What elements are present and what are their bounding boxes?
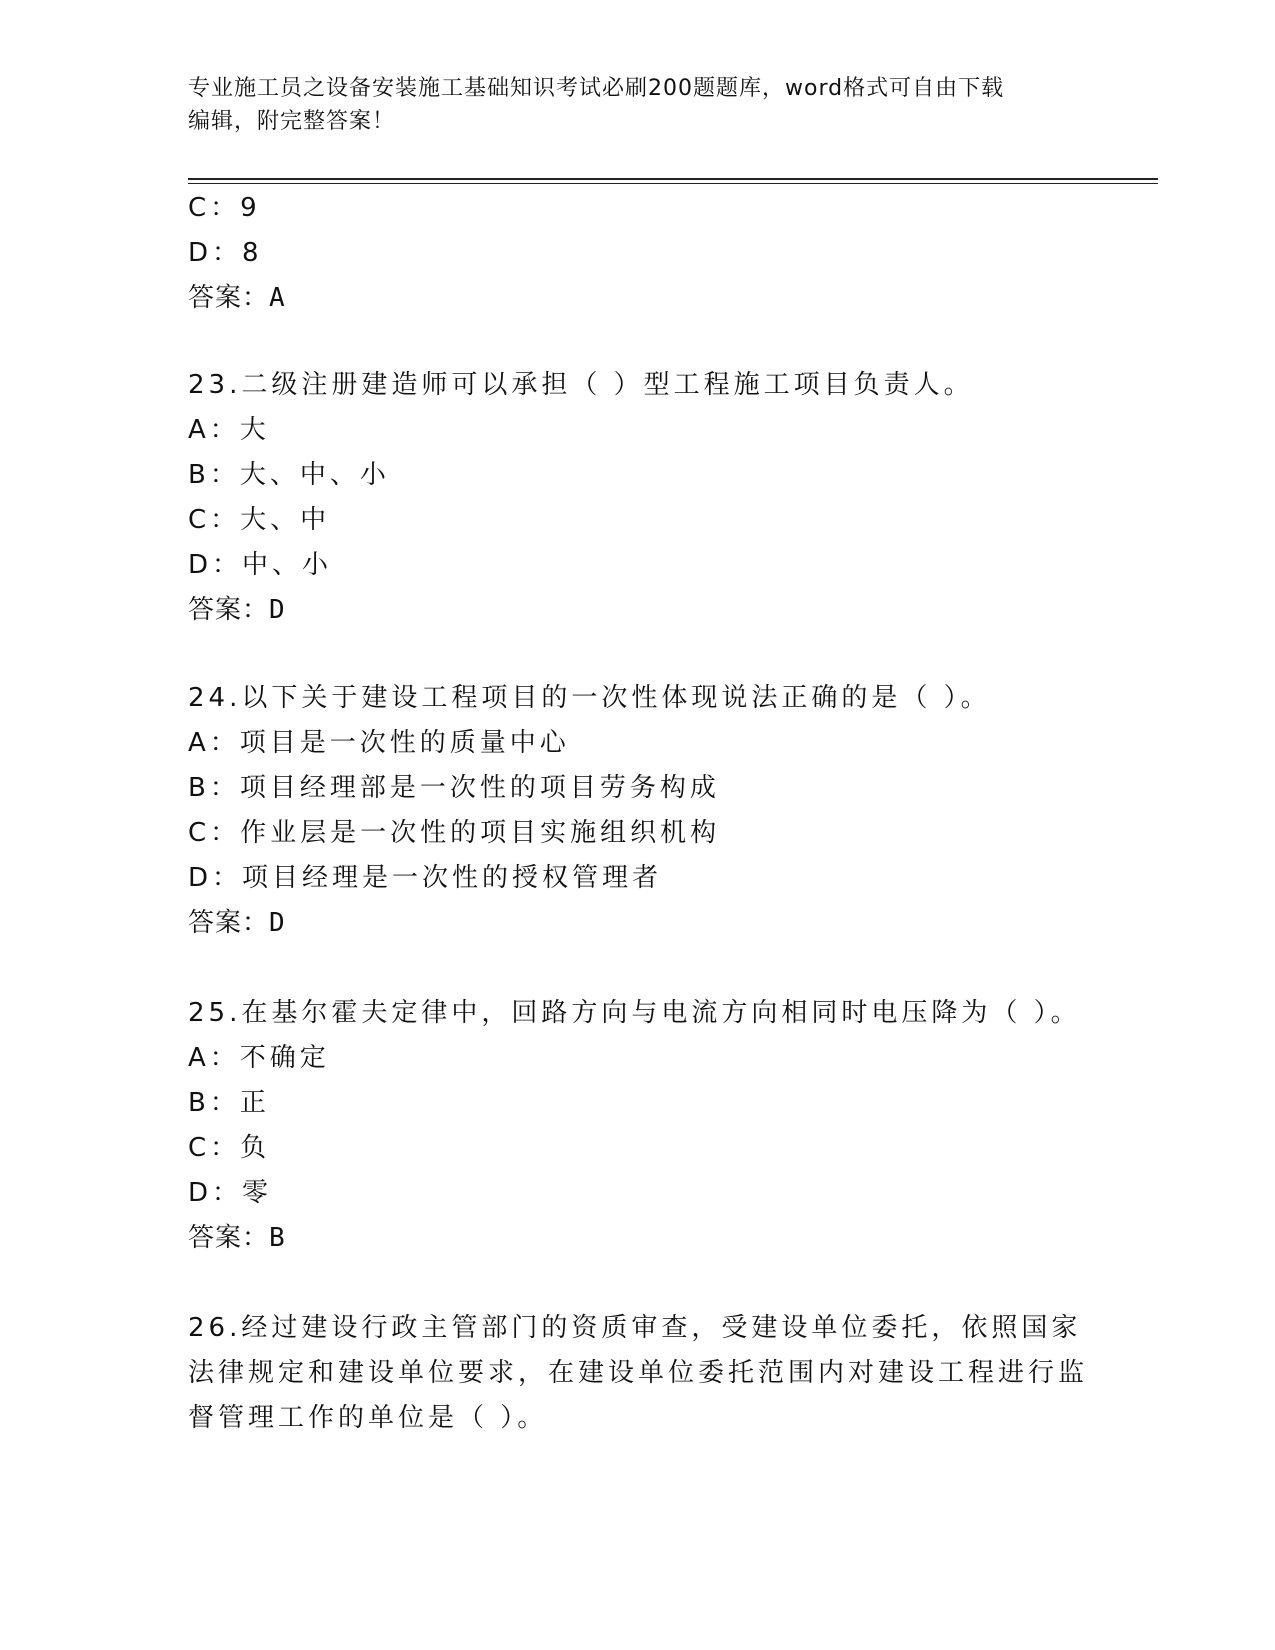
- option-label: B：: [188, 773, 240, 803]
- option-label: C：: [188, 818, 241, 848]
- option-label: D：: [188, 1178, 243, 1208]
- option-text: 项目经理是一次性的授权管理者: [242, 863, 663, 893]
- option-label: A：: [188, 415, 240, 445]
- answer-line: [188, 903, 286, 943]
- option-b: [188, 768, 720, 808]
- question-text: 26.经过建设行政主管部门的资质审查，受建设单位委托，依照国家法律规定和建设单位要求，在建设单位委托范围内对建设工程进行监督管理工作的单位是（ ）。: [188, 1313, 1089, 1433]
- option-text: 大: [239, 415, 270, 445]
- option-a: [188, 410, 270, 450]
- answer-label: 答案：: [188, 283, 270, 313]
- answer-label: 答案：: [188, 595, 270, 625]
- answer-value: D: [269, 908, 286, 938]
- option-label: B：: [188, 460, 240, 490]
- option-b: [188, 455, 390, 495]
- header-divider-thin: [188, 183, 1158, 184]
- option-text: 负: [240, 1133, 271, 1163]
- header-divider-thick: [188, 178, 1158, 180]
- option-text: 作业层是一次性的项目实施组织机构: [240, 818, 721, 848]
- answer-value: B: [269, 1223, 286, 1253]
- option-label: A：: [188, 728, 240, 758]
- option-text: 大、中: [240, 505, 331, 535]
- option-label: D：: [188, 238, 243, 268]
- option-label: B：: [188, 1088, 240, 1118]
- option-text: 项目是一次性的质量中心: [239, 728, 570, 758]
- option-text: 8: [242, 238, 263, 268]
- option-label: A：: [188, 1043, 240, 1073]
- option-text: 中、小: [242, 550, 333, 580]
- option-a: [188, 1038, 330, 1078]
- option-c: [188, 1128, 270, 1168]
- option-text: 不确定: [239, 1043, 330, 1073]
- answer-line: [188, 1218, 286, 1258]
- question-text: 23.二级注册建造师可以承担（ ）型工程施工项目负责人。: [188, 370, 974, 400]
- option-c: [188, 188, 261, 228]
- answer-label: 答案：: [188, 1223, 270, 1253]
- option-c: [188, 813, 720, 853]
- header-title-line1: 专业施工员之设备安装施工基础知识考试必刷200题题库，word格式可自由下载: [188, 76, 1005, 101]
- option-label: C：: [188, 505, 241, 535]
- option-text: 大、中、小: [239, 460, 390, 490]
- option-text: 零: [242, 1178, 273, 1208]
- option-label: D：: [188, 550, 243, 580]
- option-text: 正: [239, 1088, 270, 1118]
- option-text: 项目经理部是一次性的项目劳务构成: [239, 773, 720, 803]
- option-label: D：: [188, 863, 243, 893]
- option-label: C：: [188, 193, 241, 223]
- option-b: [188, 1083, 270, 1123]
- answer-value: D: [269, 595, 286, 625]
- option-c: [188, 500, 330, 540]
- option-text: 9: [240, 193, 261, 223]
- question-text: 25.在基尔霍夫定律中，回路方向与电流方向相同时电压降为（ ）。: [188, 998, 1081, 1028]
- question-text: 24.以下关于建设工程项目的一次性体现说法正确的是（ ）。: [188, 683, 991, 713]
- page-header: [188, 72, 1088, 138]
- option-d: [188, 858, 662, 898]
- option-d: [188, 233, 263, 273]
- answer-value: A: [269, 283, 286, 313]
- answer-line: [188, 590, 286, 630]
- option-a: [188, 723, 570, 763]
- option-d: [188, 545, 332, 585]
- header-title-line2: 编辑，附完整答案！: [188, 109, 396, 134]
- option-label: C：: [188, 1133, 241, 1163]
- answer-label: 答案：: [188, 908, 270, 938]
- option-d: [188, 1173, 272, 1213]
- answer-line: [188, 278, 286, 318]
